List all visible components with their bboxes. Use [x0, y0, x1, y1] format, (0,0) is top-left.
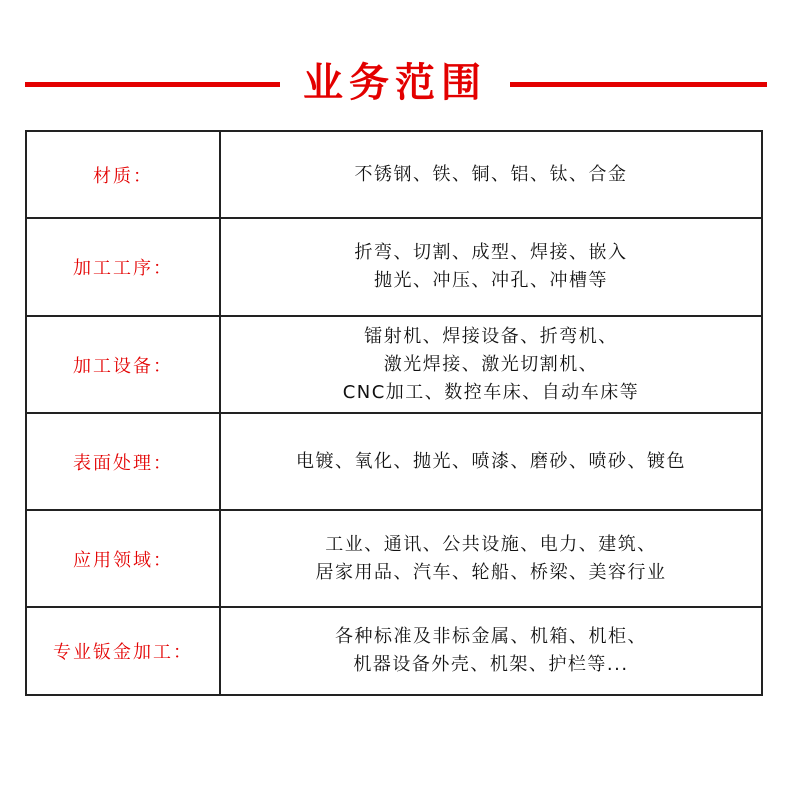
value-line: 抛光、冲压、冲孔、冲槽等 [374, 270, 608, 291]
row-value [221, 219, 761, 315]
table-row-equipment [27, 317, 761, 414]
table-row-sheet-metal [27, 608, 761, 694]
header-divider-left [25, 82, 280, 87]
value-line: 工业、通讯、公共设施、电力、建筑、 [325, 533, 657, 555]
row-label: 加工工序： [27, 219, 221, 315]
table-row-process [27, 219, 761, 317]
row-value [221, 132, 761, 217]
value-line: 机器设备外壳、机架、护栏等... [353, 654, 629, 675]
row-label: 专业钣金加工： [27, 608, 221, 694]
value-line: 居家用品、汽车、轮船、桥梁、美容行业 [315, 561, 667, 583]
header-divider-right [510, 82, 767, 87]
row-label: 材质： [27, 132, 221, 217]
table-row-application [27, 511, 761, 608]
value-line: CNC加工、数控车床、自动车床等 [342, 381, 640, 403]
table-row-material [27, 132, 761, 219]
value-line: 各种标准及非标金属、机箱、机柜、 [335, 626, 647, 647]
value-line: 激光焊接、激光切割机、 [383, 353, 599, 375]
row-label: 表面处理： [27, 414, 221, 509]
value-line: 镭射机、焊接设备、折弯机、 [364, 325, 618, 347]
page-title: 业务范围 [303, 60, 487, 106]
section-header [0, 48, 790, 118]
row-label: 应用领域： [27, 511, 221, 606]
row-label: 加工设备： [27, 317, 221, 412]
value-line: 折弯、切割、成型、焊接、嵌入 [354, 242, 628, 263]
row-value [221, 317, 761, 412]
value-line: 电镀、氧化、抛光、喷漆、磨砂、喷砂、镀色 [296, 450, 686, 472]
business-scope-table [25, 130, 763, 696]
row-value [221, 608, 761, 694]
table-row-surface [27, 414, 761, 511]
row-value [221, 414, 761, 509]
value-line: 不锈钢、铁、铜、铝、钛、合金 [354, 163, 628, 185]
row-value [221, 511, 761, 606]
